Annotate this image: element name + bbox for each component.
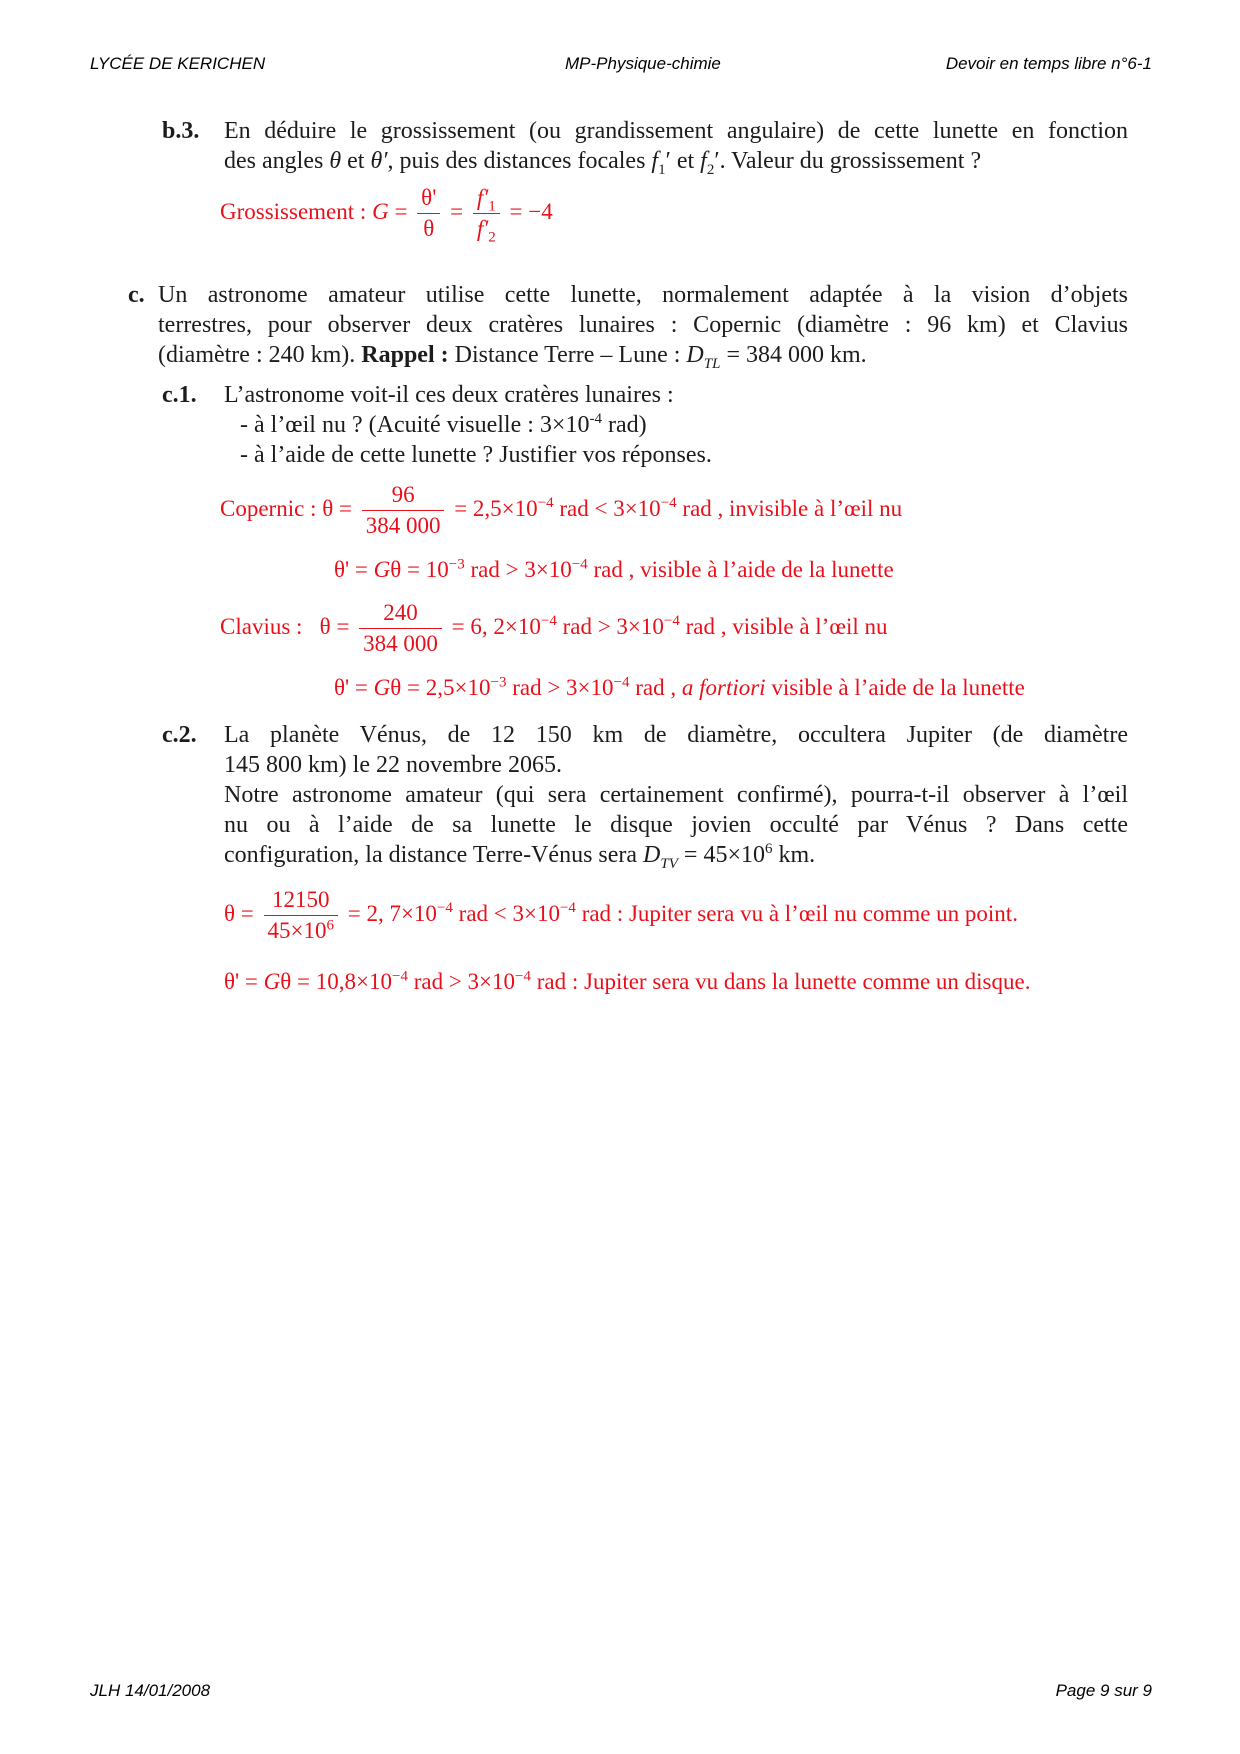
fraction: $\frac{\theta'}{\theta}$	[417, 183, 440, 244]
question-text: des angles θ et θ′, puis des distances focales $f_1'$ et $f_2'$. Valeur du grossissement ?	[224, 148, 982, 178]
question-text: - à l’œil nu ? (Acuité visuelle : $3\times 10^{-4}$ rad)	[240, 411, 647, 438]
header-school: LYCÉE DE KERICHEN	[90, 54, 266, 73]
answer-jupiter-oeil: θ = $\frac{12150}{45\times 10^6}$ = 2, $7\times 10^{-4}$ rad < $3\times 10^{-4}$ rad : Jupiter sera vu à l’œil nu comme un point.	[224, 885, 1018, 946]
fraction: $\frac{240}{384 000}$	[359, 598, 442, 659]
fraction: $\frac{12150}{45\times 10^6}$	[264, 885, 338, 946]
question-text: (diamètre : 240 km). Rappel : Distance Terre – Lune : $D_{TL} = 384$ 000 km.	[158, 342, 867, 372]
question-text: - à l’aide de cette lunette ? Justifier vos réponses.	[240, 442, 712, 468]
footer-author-date: JLH 14/01/2008	[90, 1681, 211, 1700]
question-label: c.2.	[162, 722, 197, 748]
question-text: Notre astronome amateur (qui sera certainement confirmé), pourra-t-il observer à l’œil	[224, 782, 1128, 808]
question-text: terrestres, pour observer deux cratères lunaires : Copernic (diamètre : 96 km) et Clavius	[158, 312, 1128, 338]
question-label: c.1.	[162, 382, 197, 408]
question-label: b.3.	[162, 118, 200, 144]
question-label: c.	[128, 282, 145, 308]
question-b3	[162, 116, 1128, 176]
question-text: Un astronome amateur utilise cette lunette, normalement adaptée à la vision d’objets	[158, 282, 1128, 308]
question-text: nu ou à l’aide de sa lunette le disque jovien occulté par Vénus ? Dans cette	[224, 812, 1128, 838]
question-c	[128, 280, 1128, 372]
question-text: configuration, la distance Terre-Vénus sera $D_{TV} = 45\times 10^6$ km.	[224, 841, 816, 872]
answer-clavius-lunette: $\theta' = G\theta = 2,5\times 10^{-3}$ rad > $3\times 10^{-4}$ rad , a fortiori visible à l’aide de la lunette	[334, 674, 1025, 700]
question-text: La planète Vénus, de 12 150 km de diamètre, occultera Jupiter (de diamètre	[224, 722, 1128, 748]
header-course: MP-Physique-chimie	[565, 54, 721, 73]
fraction: $\frac{96}{384 000}$	[362, 480, 445, 541]
answer-clavius: Clavius : θ = $\frac{240}{384 000}$ = 6, $2\times 10^{-4}$ rad > $3\times 10^{-4}$ rad , visible à l’œil nu	[220, 598, 887, 659]
answer-copernic: Copernic : θ = $\frac{96}{384 000}$ = $2,5\times 10^{-4}$ rad < $3\times 10^{-4}$ rad , invisible à l’œil nu	[220, 480, 902, 541]
answer-copernic-lunette: $\theta' = G\theta = 10^{-3}$ rad > $3\times 10^{-4}$ rad , visible à l’aide de la lunette	[334, 556, 894, 582]
footer-page-number: Page 9 sur 9	[1055, 1681, 1152, 1700]
question-text: En déduire le grossissement (ou grandissement angulaire) de cette lunette en fonction	[224, 118, 1128, 144]
fraction: $\frac{f'_1}{f'_2}$	[473, 183, 500, 244]
answer-jupiter-lunette: $\theta' = G\theta = 10,8\times 10^{-4}$ rad > $3\times 10^{-4}$ rad : Jupiter sera vu dans la lunette comme un disque.	[224, 968, 1031, 994]
question-c2	[162, 720, 1128, 870]
header-assignment: Devoir en temps libre n°6-1	[945, 54, 1152, 73]
question-text: L’astronome voit-il ces deux cratères lunaires :	[224, 382, 674, 408]
question-c1	[162, 380, 862, 472]
question-text: 145 800 km) le 22 novembre 2065.	[224, 752, 562, 778]
answer-grossissement: Grossissement : G = $\frac{\theta'}{\theta}$ = $\frac{f'_1}{f'_2}$ = −4	[220, 185, 553, 246]
